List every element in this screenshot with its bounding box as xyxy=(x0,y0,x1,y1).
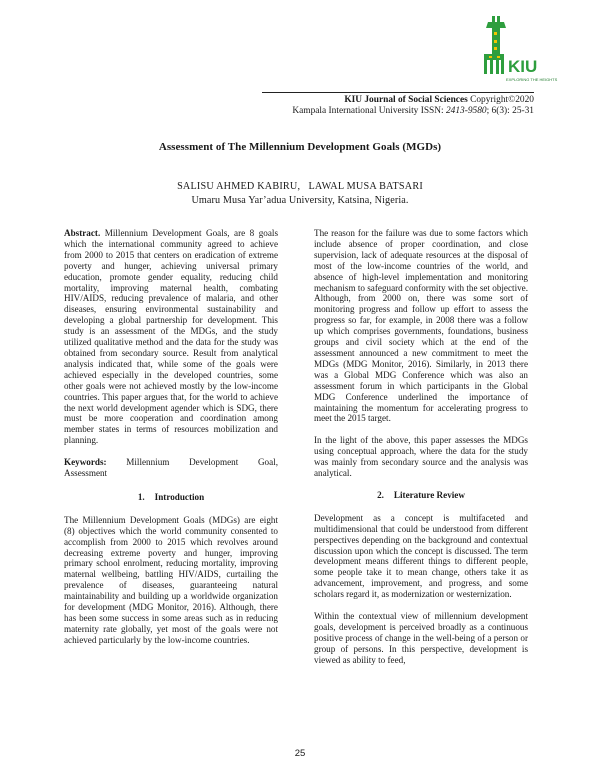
introduction-text: The Millennium Development Goals (MDGs) are eight (8) objectives which the world community consented to accomplish from 2000 to 2015 which revolves around decreasing extreme poverty and hunger, improving primary school enrolment, reducing mortality, improving maternal wellbeing, battling HIV/AIDS, curtailing the prevalence of diseases, guaranteeing natural maintainability and building up a worldwide organization for development (MDG Monitor, 2016). Although, there has been some success in some areas such as in reducing maternity rate globally, yet most of the goals were not achieved particularly by the low-income countries. xyxy=(64,514,278,645)
journal-line-1 xyxy=(214,95,534,106)
section-heading-literature-review xyxy=(314,490,528,501)
abstract xyxy=(64,228,278,446)
article-authors: SALISU AHMED KABIRU, LAWAL MUSA BATSARI xyxy=(177,181,423,192)
publisher: Kampala International University ISSN: xyxy=(292,106,444,116)
copyright: Copyright©2020 xyxy=(470,95,534,105)
section-title: Introduction xyxy=(154,491,205,502)
issn: 2413-9580 xyxy=(445,106,487,116)
abstract-label: Abstract. xyxy=(64,228,101,238)
logo-tagline: EXPLORING THE HEIGHTS xyxy=(506,77,558,82)
keyword: Goal, xyxy=(257,457,278,468)
left-column xyxy=(64,228,278,657)
logo-wordmark: KIU xyxy=(508,57,538,76)
header-divider xyxy=(262,92,534,93)
section-title: Literature Review xyxy=(393,489,465,500)
giraffe-logo-icon xyxy=(478,14,558,90)
kiu-logo xyxy=(478,14,558,90)
journal-name: KIU Journal of Social Sciences xyxy=(344,95,468,105)
keywords-row xyxy=(64,457,278,468)
section-number: 1. xyxy=(137,491,145,502)
keyword: Development xyxy=(189,457,239,468)
section-heading-introduction xyxy=(64,492,278,503)
paragraph: The reason for the failure was due to some factors which include absence of proper coordination, and close supervision, lack of adequate resources at the disposal of most of the low-income countries of the world, and absence of high-level implementation and monitoring mechanism to safeguard conformity with the set objective. Although, from 2000 on, there was some sort of monitoring progress and follow up effort to assess the progress so far, for example, in 2008 there was a follow up which comprises governments, foundations, business groups and civil society which at the end of the assessment announced a new commitment to meet the MDGs (MDG Monitor, 2016). Similarly, in 2013 there was a Global MDG Conference which was also an assessment forum in which participants in the Global MDG Conference underlined the importance of maintaining the momentum for accelerating progress to meet the 2015 target. xyxy=(314,228,528,424)
article-title: Assessment of The Millennium Development Goals (MGDs) xyxy=(158,141,442,153)
paragraph: Development as a concept is multifaceted and multidimensional that could be understood from different perspectives depending on the background and contextual discussion upon which the concept is discussed. The term development means different things to different people, some people take it to mean change, others take it as advancement, improvement, and progress, and some scholars regard it, as modernization or westernization. xyxy=(314,512,528,600)
section-number: 2. xyxy=(377,489,384,500)
page-number: 25 xyxy=(294,748,306,759)
keyword: Millennium xyxy=(126,457,170,468)
abstract-text: Millennium Development Goals, are 8 goals which the international community agreed to achieve from 2000 to 2015 that centers on eradication of extreme poverty and hunger, achieving universal primary education, promote gender equality, reducing child mortality, improving maternal health, combating HIV/AIDS, reducing prevalence of malaria, and other diseases, ensuring environmental sustainability and developing a global partnership for development. This study is an assessment of the MDGs, and the study utilized qualitative method and the data for the study was obtained from secondary source. Result from analytical analysis indicated that, while some of the goals were achieved especially in the developed countries, some other goals were not achieved mostly by the low-income countries. This paper argues that, for the world to achieve the next world development agender which is SDG, there must be more cooperation and coordination among member states in terms of resources mobilization and planning. xyxy=(64,228,279,446)
keywords-label: Keywords: xyxy=(64,457,107,468)
paragraph: Within the contextual view of millennium development goals, development is perceived broadly as a continuous positive process of change in the well-being of a person or group of persons. In this perspective, development is viewed as ability to feed, xyxy=(314,611,528,665)
keyword: Assessment xyxy=(64,468,108,479)
journal-header xyxy=(214,95,534,117)
journal-line-2 xyxy=(214,106,534,117)
volume-pages: ; 6(3): 25-31 xyxy=(486,106,534,116)
keywords xyxy=(64,457,278,479)
article-affiliation: Umaru Musa Yar’adua University, Katsina, Nigeria. xyxy=(191,195,409,206)
right-column xyxy=(314,228,528,677)
paragraph: In the light of the above, this paper assesses the MDGs using conceptual approach, where the data for the study was mainly from secondary source and the analysis was analytical. xyxy=(314,435,528,479)
